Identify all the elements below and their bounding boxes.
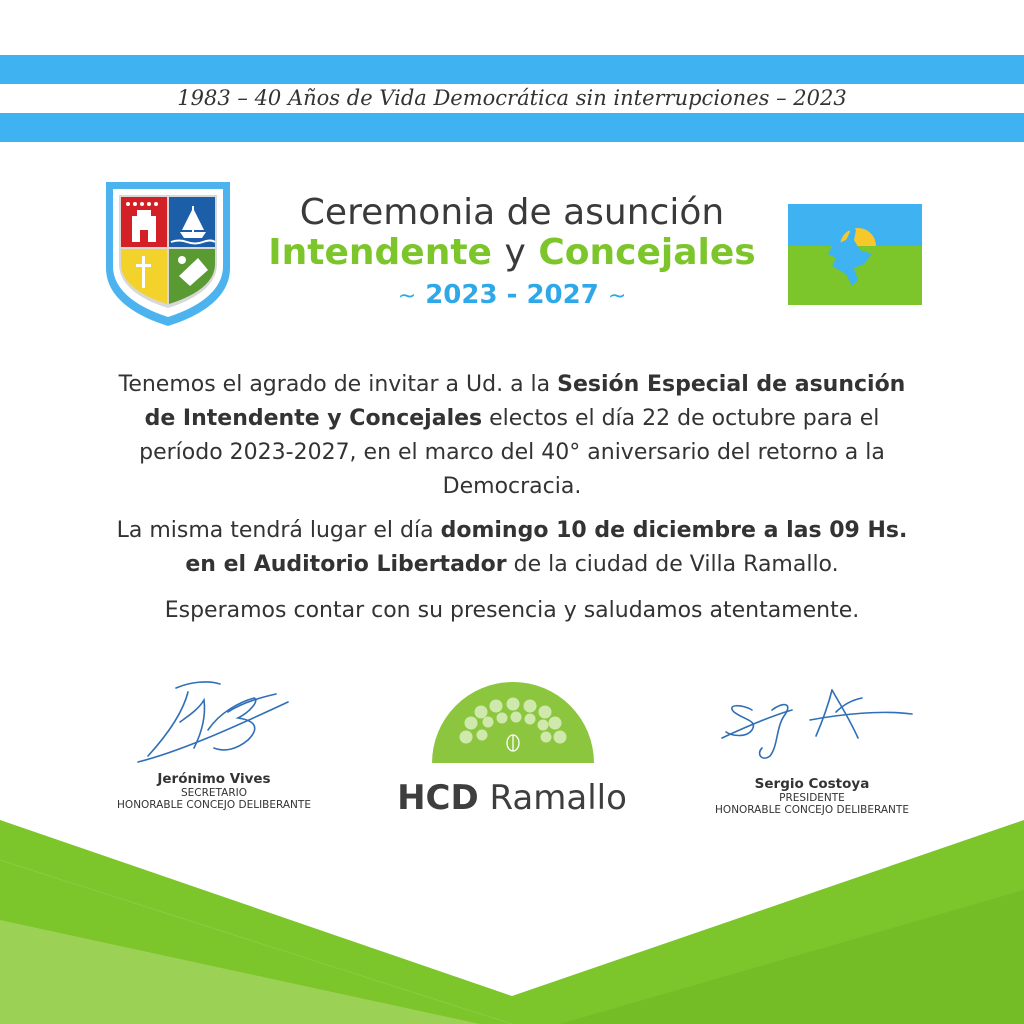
signer-org: HONORABLE CONCEJO DELIBERANTE — [715, 804, 909, 816]
p1-text-bold: Sesión Especial de asunción de Intendente y Concejales — [144, 372, 906, 431]
signer-secretary — [84, 771, 344, 811]
signer-president — [682, 776, 942, 816]
top-blue-stripe — [0, 55, 1024, 84]
signature-icon — [712, 680, 922, 770]
bottom-green-decoration — [0, 820, 1024, 1024]
signer-role: SECRETARIO — [181, 787, 247, 799]
hcd-name: Ramallo — [489, 778, 627, 818]
hcd-wordmark — [370, 778, 654, 818]
closing-paragraph: Esperamos contar con su presencia y saludamos atentamente. — [164, 598, 860, 623]
p2-text-bold: domingo 10 de diciembre a las 09 Hs. en el Auditorio Libertador — [185, 518, 908, 577]
term-years — [230, 280, 794, 310]
tilde-right: ~ — [607, 284, 627, 309]
signer-name: Sergio Costoya — [754, 776, 870, 792]
ceremony-subtitle — [230, 232, 794, 273]
signer-org: HONORABLE CONCEJO DELIBERANTE — [117, 799, 311, 811]
event-details-paragraph — [100, 514, 924, 582]
hcd-bold: HCD — [397, 778, 479, 818]
p2-text-c: de la ciudad de Villa Ramallo. — [506, 552, 839, 577]
invitation-paragraph — [100, 368, 924, 504]
signer-name: Jerónimo Vives — [157, 771, 271, 787]
tilde-left: ~ — [397, 284, 417, 309]
democracy-banner-text: 1983 – 40 Años de Vida Democrática sin interrupciones – 2023 — [177, 86, 847, 110]
connector-word: y — [504, 232, 526, 273]
municipal-shield-icon — [104, 180, 232, 328]
years-text: 2023 - 2027 — [425, 280, 599, 310]
ceremony-title: Ceremonia de asunción — [299, 192, 725, 233]
intendente-word: Intendente — [268, 232, 492, 273]
ramallo-flag-icon — [788, 204, 922, 305]
p2-text-a: La misma tendrá lugar el día — [116, 518, 441, 543]
p1-text-a: Tenemos el agrado de invitar a Ud. a la — [118, 372, 558, 397]
signature-icon — [128, 672, 298, 772]
signer-role: PRESIDENTE — [779, 792, 845, 804]
hcd-hemicycle-logo-icon — [430, 675, 596, 765]
bottom-blue-stripe — [0, 113, 1024, 142]
concejales-word: Concejales — [538, 232, 756, 273]
p1-text-c: electos el día 22 de octubre para el período 2023-2027, en el marco del 40° aniversario del retorno a la Democracia. — [139, 406, 885, 499]
